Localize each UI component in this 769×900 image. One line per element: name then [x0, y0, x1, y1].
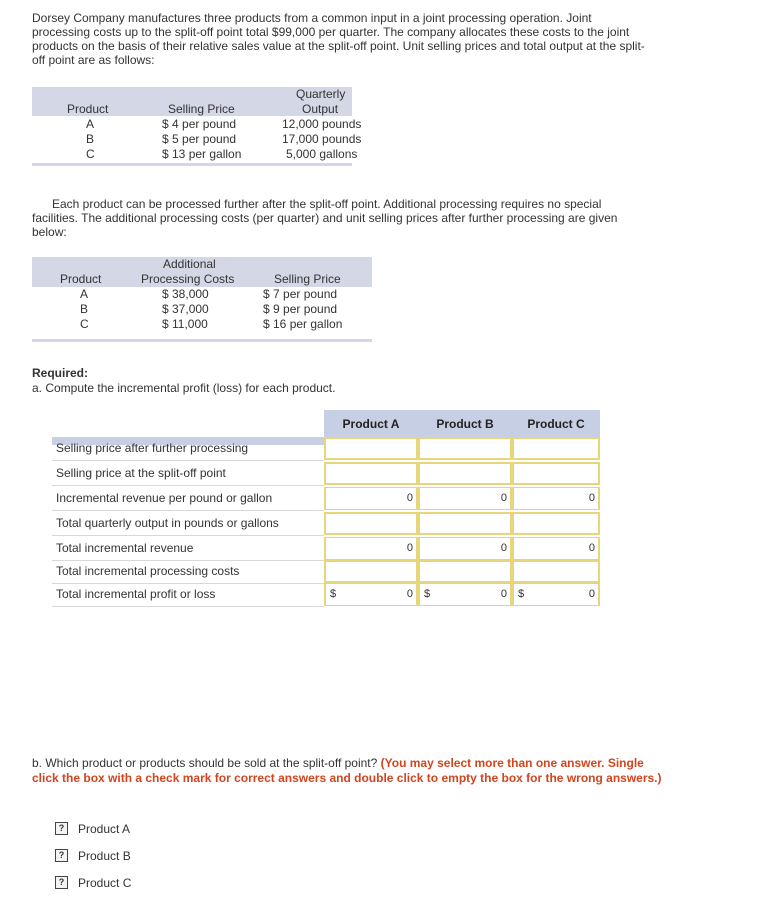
row-b-price: $ 5 per pound: [162, 132, 237, 146]
input-c-price-after[interactable]: [512, 437, 600, 460]
cell-a-total-profit-loss: [324, 583, 418, 606]
row-b-product: B: [80, 302, 89, 316]
row-a-price: $ 7 per pound: [263, 287, 338, 301]
row-a-price: $ 4 per pound: [162, 117, 237, 131]
row-label-incremental-revenue-unit: Incremental revenue per pound or gallon: [56, 491, 273, 505]
col-header-cost-line1: Additional: [163, 257, 216, 271]
row-label-total-output: Total quarterly output in pounds or gallons: [56, 516, 279, 530]
cell-b-total-incremental-revenue: [418, 537, 512, 560]
input-a-price-after[interactable]: [324, 437, 418, 460]
cell-a-total-incremental-revenue: [324, 537, 418, 560]
table-bottom-rule: [32, 163, 352, 166]
part-a-instruction: a. Compute the incremental profit (loss) for each product.: [32, 381, 336, 395]
col-header-product: Product: [60, 272, 102, 286]
cell-value: 0: [406, 492, 413, 504]
row-a-output: 12,000 pounds: [282, 117, 362, 131]
cell-b-total-profit-loss: [418, 583, 512, 606]
col-header-selling-price: Selling Price: [274, 272, 341, 286]
row-c-product: C: [86, 147, 95, 161]
input-c-price-split[interactable]: [512, 462, 600, 485]
col-header-product-a: Product A: [342, 417, 400, 431]
row-b-cost: $ 37,000: [162, 302, 209, 316]
row-b-product: B: [86, 132, 95, 146]
col-header-selling-price: Selling Price: [168, 102, 235, 116]
option-label: Product A: [78, 821, 131, 836]
input-b-price-split[interactable]: [418, 462, 512, 485]
option-label: Product B: [78, 848, 131, 863]
col-header-product-c: Product C: [527, 417, 585, 431]
checkbox-unknown-icon[interactable]: ?: [55, 849, 68, 862]
row-label-selling-price-after: Selling price after further processing: [56, 441, 249, 455]
row-c-price: $ 13 per gallon: [162, 147, 242, 161]
col-header-cost-line2: Processing Costs: [141, 272, 235, 286]
table-bottom-rule: [32, 339, 372, 342]
row-b-price: $ 9 per pound: [263, 302, 338, 316]
row-c-cost: $ 11,000: [162, 317, 208, 331]
option-label: Product C: [78, 875, 132, 890]
currency-sign: $: [330, 588, 337, 600]
row-label-selling-price-split: Selling price at the split-off point: [56, 466, 226, 480]
option-product-b[interactable]: [55, 848, 131, 862]
cell-value: 0: [588, 542, 595, 554]
row-label-total-profit-loss: Total incremental profit or loss: [56, 587, 216, 601]
part-b-hint: (You may select more than one answer. Single click the box with a check mark for correct answers and double click to empty the box for the wrong answers.): [32, 756, 662, 785]
cell-value: 0: [406, 588, 413, 600]
intro-paragraph: Dorsey Company manufactures three products from a common input in a joint processing operation. Joint processing costs up to the split-off point total $99,000 per quarter. The company allocates these costs to the joint products on the basis of their relative sales value at the split-off point. Unit selling prices and total output at the split-off point are as follows:: [32, 11, 645, 67]
cell-c-total-incremental-revenue: [512, 537, 600, 560]
required-section: [32, 366, 335, 396]
input-a-total-output[interactable]: [324, 512, 418, 535]
option-product-c[interactable]: [55, 875, 131, 889]
cell-a-incremental-revenue-unit: [324, 487, 418, 510]
row-label-total-processing-costs: Total incremental processing costs: [56, 564, 240, 578]
row-label-total-incremental-revenue: Total incremental revenue: [56, 541, 194, 555]
incremental-profit-grid: [52, 410, 600, 608]
col-header-output-line2: Output: [302, 102, 339, 116]
part-b-question: [32, 756, 672, 786]
checkbox-unknown-icon[interactable]: ?: [55, 822, 68, 835]
col-header-product: Product: [67, 102, 109, 116]
input-b-price-after[interactable]: [418, 437, 512, 460]
row-b-output: 17,000 pounds: [282, 132, 362, 146]
row-c-price: $ 16 per gallon: [263, 317, 343, 331]
row-c-product: C: [80, 317, 89, 331]
input-a-processing-costs[interactable]: [324, 560, 418, 583]
row-a-product: A: [80, 287, 89, 301]
input-b-processing-costs[interactable]: [418, 560, 512, 583]
split-off-table: [32, 87, 362, 167]
currency-sign: $: [518, 588, 525, 600]
processing-paragraph-text: Each product can be processed further after the split-off point. Additional processing requires no special facilities. The additional processing costs (per quarter) and unit selling prices after further processing are given below:: [32, 197, 618, 239]
cell-c-incremental-revenue-unit: [512, 487, 600, 510]
option-product-a[interactable]: [55, 821, 130, 835]
input-c-total-output[interactable]: [512, 512, 600, 535]
cell-c-total-profit-loss: [512, 583, 600, 606]
row-a-cost: $ 38,000: [162, 287, 209, 301]
input-a-price-split[interactable]: [324, 462, 418, 485]
part-b-text: b. Which product or products should be sold at the split-off point?: [32, 756, 378, 770]
cell-value: 0: [500, 542, 507, 554]
cell-value: 0: [588, 492, 595, 504]
cell-value: 0: [500, 492, 507, 504]
cell-b-incremental-revenue-unit: [418, 487, 512, 510]
checkbox-unknown-icon[interactable]: ?: [55, 876, 68, 889]
row-a-product: A: [86, 117, 95, 131]
cell-value: 0: [500, 588, 507, 600]
row-c-output: 5,000 gallons: [286, 147, 358, 161]
currency-sign: $: [424, 588, 431, 600]
input-b-total-output[interactable]: [418, 512, 512, 535]
col-header-product-b: Product B: [436, 417, 494, 431]
input-c-processing-costs[interactable]: [512, 560, 600, 583]
cell-value: 0: [406, 542, 413, 554]
col-header-output-line1: Quarterly: [296, 87, 346, 101]
further-processing-table: [32, 257, 372, 345]
cell-value: 0: [588, 588, 595, 600]
processing-paragraph: [32, 197, 632, 239]
required-heading: Required:: [32, 366, 89, 380]
row-divider: [52, 606, 324, 607]
